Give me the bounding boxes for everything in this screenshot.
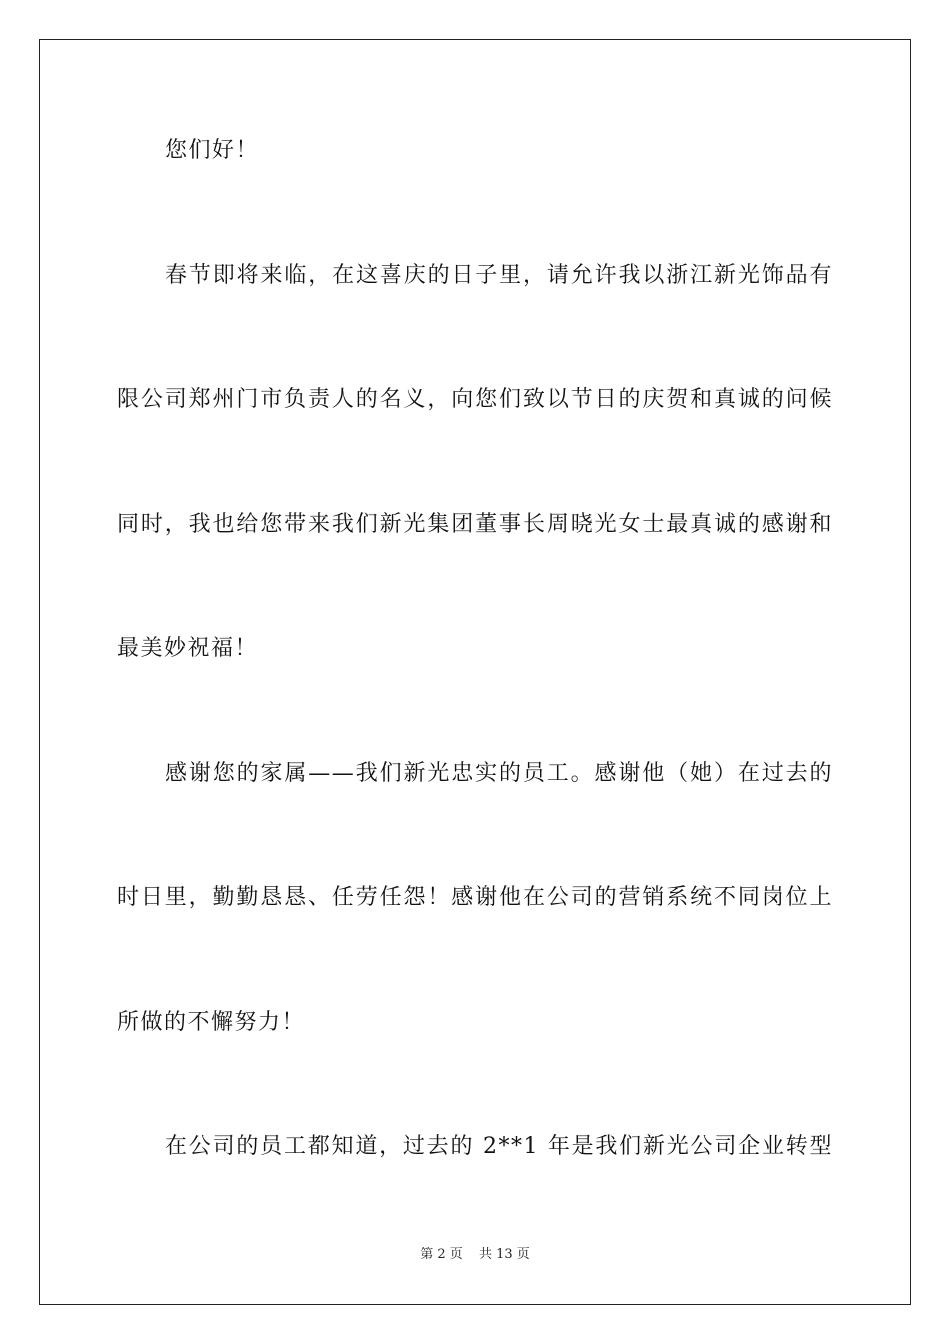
paragraph-1-line-4: 最美妙祝福！	[117, 636, 259, 661]
page-border	[39, 39, 911, 1305]
page-number: 第 2 页	[420, 1247, 463, 1262]
paragraph-1-line-3: 同时，我也给您带来我们新光集团董事长周晓光女士最真诚的感谢和	[117, 512, 833, 537]
paragraph-2-line-3: 所做的不懈努力！	[117, 1010, 306, 1035]
paragraph-2-line-1: 感谢您的家属——我们新光忠实的员工。感谢他（她）在过去的	[165, 761, 833, 786]
paragraph-2-line-2: 时日里，勤勤恳恳、任劳任怨！感谢他在公司的营销系统不同岗位上	[117, 885, 833, 910]
paragraph-1-line-1: 春节即将来临，在这喜庆的日子里，请允许我以浙江新光饰品有	[165, 263, 833, 288]
greeting-line: 您们好！	[165, 138, 260, 163]
page-footer	[0, 1246, 950, 1264]
paragraph-1-line-2: 限公司郑州门市负责人的名义，向您们致以节日的庆贺和真诚的问候	[117, 387, 833, 412]
total-pages: 共 13 页	[478, 1247, 530, 1262]
paragraph-3-line-1: 在公司的员工都知道，过去的 2**1 年是我们新光公司企业转型	[165, 1134, 833, 1159]
